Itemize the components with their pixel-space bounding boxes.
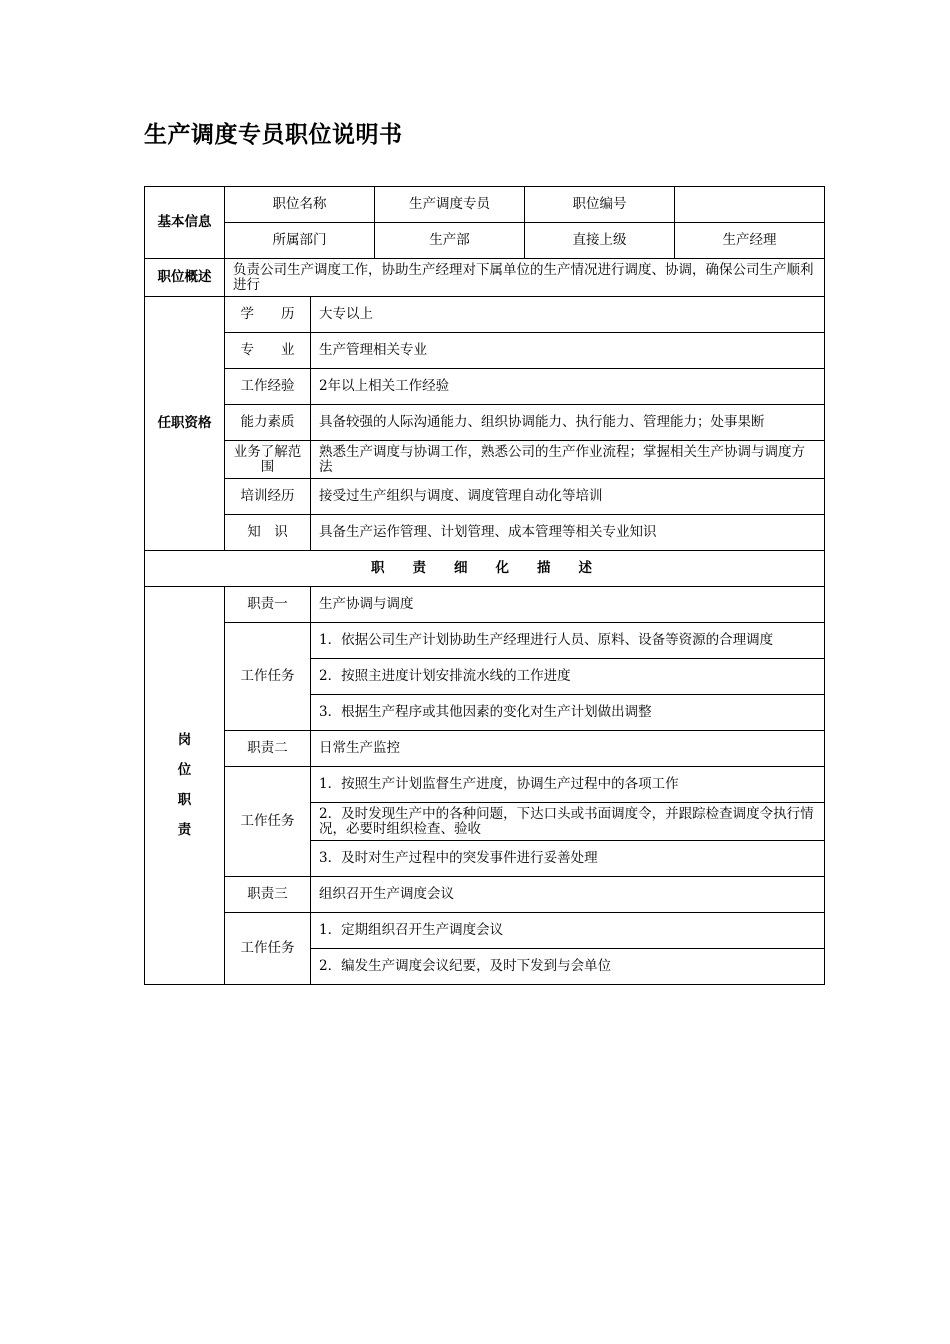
qual-value-training: 接受过生产组织与调度、调度管理自动化等培训	[311, 479, 825, 515]
duty-name: 职责二	[225, 731, 311, 767]
duties-label-char: 岗	[177, 732, 192, 748]
cell-department-label: 所属部门	[225, 223, 375, 259]
cell-position-name-label: 职位名称	[225, 187, 375, 223]
cell-department: 生产部	[375, 223, 525, 259]
qual-key-major: 专 业	[225, 333, 311, 369]
task-item: 1．依据公司生产计划协助生产经理进行人员、原料、设备等资源的合理调度	[311, 623, 825, 659]
overview-label: 职位概述	[145, 259, 225, 297]
task-item: 3．根据生产程序或其他因素的变化对生产计划做出调整	[311, 695, 825, 731]
task-item: 1．定期组织召开生产调度会议	[311, 913, 825, 949]
duty-name: 职责一	[225, 587, 311, 623]
document-title: 生产调度专员职位说明书	[144, 122, 403, 148]
qualifications-label: 任职资格	[145, 297, 225, 551]
qual-value-knowledge: 具备生产运作管理、计划管理、成本管理等相关专业知识	[311, 515, 825, 551]
qual-value-business-scope: 熟悉生产调度与协调工作，熟悉公司的生产作业流程；掌握相关生产协调与调度方法	[311, 441, 825, 479]
task-item: 3．及时对生产过程中的突发事件进行妥善处理	[311, 841, 825, 877]
qual-value-major: 生产管理相关专业	[311, 333, 825, 369]
qual-key-experience: 工作经验	[225, 369, 311, 405]
task-item: 2．按照主进度计划安排流水线的工作进度	[311, 659, 825, 695]
task-item: 1．按照生产计划监督生产进度，协调生产过程中的各项工作	[311, 767, 825, 803]
task-label: 工作任务	[225, 623, 311, 731]
cell-supervisor-label: 直接上级	[525, 223, 675, 259]
cell-supervisor: 生产经理	[675, 223, 825, 259]
duty-name: 职责三	[225, 877, 311, 913]
qual-key-ability: 能力素质	[225, 405, 311, 441]
duties-label-char: 位	[177, 762, 192, 778]
duties-label-char: 职	[177, 792, 192, 808]
task-item: 2．编发生产调度会议纪要，及时下发到与会单位	[311, 949, 825, 985]
task-item: 2．及时发现生产中的各种问题，下达口头或书面调度令，并跟踪检查调度令执行情况，必要时组织检查、验收	[311, 803, 825, 841]
qual-key-training: 培训经历	[225, 479, 311, 515]
task-label: 工作任务	[225, 767, 311, 877]
duty-title: 日常生产监控	[311, 731, 825, 767]
qual-value-ability: 具备较强的人际沟通能力、组织协调能力、执行能力、管理能力；处事果断	[311, 405, 825, 441]
job-description-table	[144, 186, 825, 985]
qual-value-education: 大专以上	[311, 297, 825, 333]
duty-title: 组织召开生产调度会议	[311, 877, 825, 913]
qual-value-experience: 2年以上相关工作经验	[311, 369, 825, 405]
section-banner: 职责细化描述	[145, 551, 825, 587]
cell-position-code-label: 职位编号	[525, 187, 675, 223]
duty-title: 生产协调与调度	[311, 587, 825, 623]
duties-label-char: 责	[177, 822, 192, 838]
qual-key-knowledge: 知 识	[225, 515, 311, 551]
overview-text: 负责公司生产调度工作，协助生产经理对下属单位的生产情况进行调度、协调，确保公司生产顺利进行	[225, 259, 825, 297]
cell-position-code	[675, 187, 825, 223]
qual-key-business-scope: 业务了解范围	[225, 441, 311, 479]
task-label: 工作任务	[225, 913, 311, 985]
cell-position-name: 生产调度专员	[375, 187, 525, 223]
basic-info-label: 基本信息	[145, 187, 225, 259]
duties-label	[145, 587, 225, 985]
qual-key-education: 学 历	[225, 297, 311, 333]
